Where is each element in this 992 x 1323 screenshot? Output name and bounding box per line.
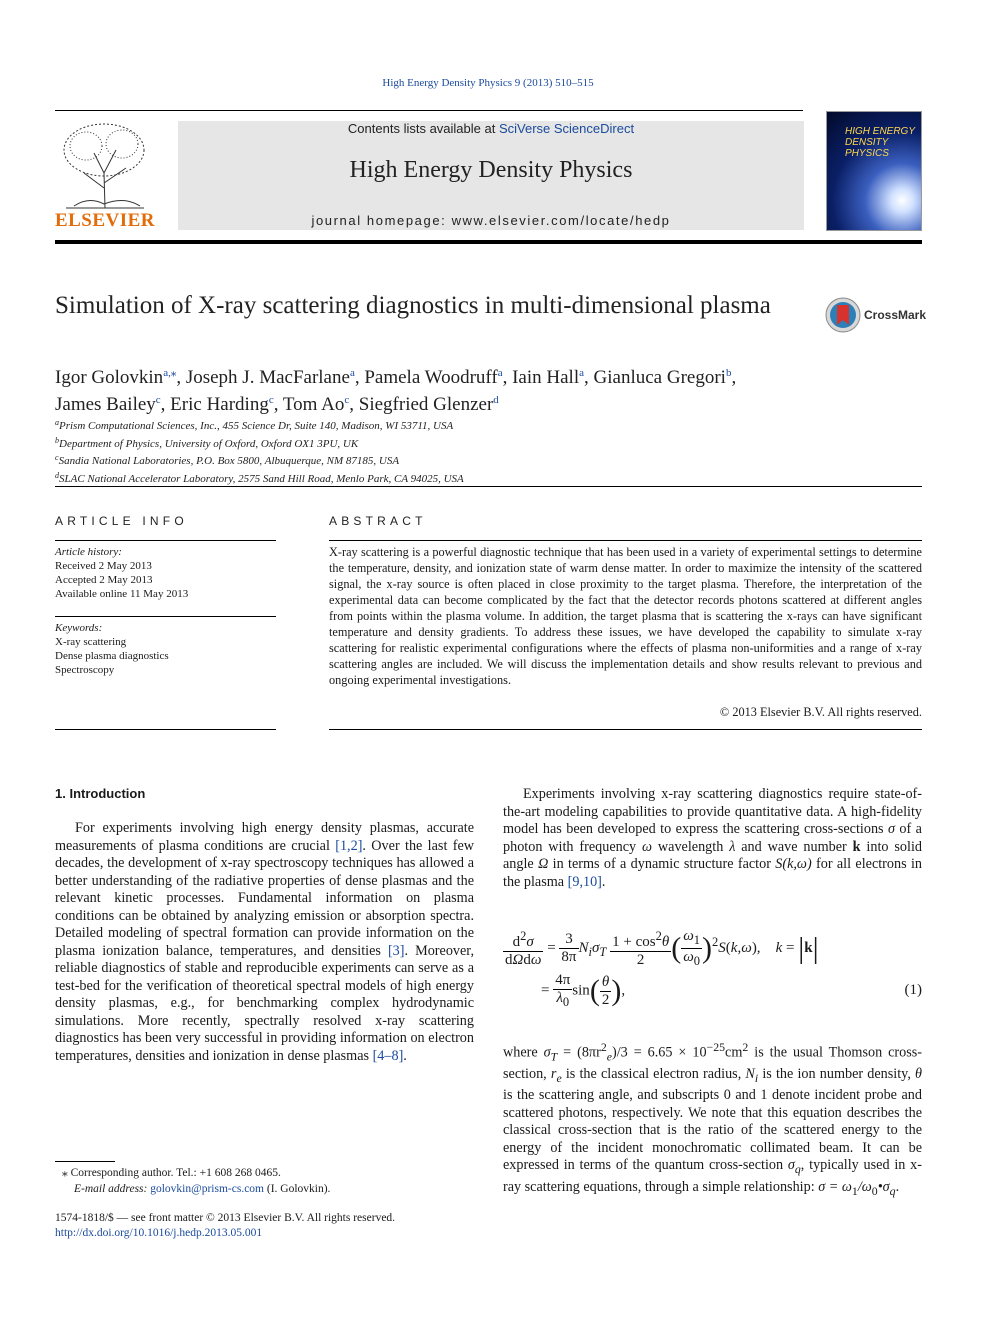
footnote-rule bbox=[55, 1161, 115, 1162]
author-name: Siegfried Glenzer bbox=[358, 394, 494, 415]
section-heading-introduction: 1. Introduction bbox=[55, 786, 146, 801]
equation-1 bbox=[503, 922, 922, 1014]
keyword: X-ray scattering bbox=[55, 636, 127, 648]
keywords bbox=[55, 621, 276, 677]
equation-row-1: $\frac{d^2\sigma}{\text{dΩdω}}$ = $\frac{3}{8\pi}$ $N_i\sigma_T$ $\frac{1 + \cos^2\theta}{2}$ ( $\frac{\omega_1}{\omega_0}$ )$^2$S(k,ω), k = |k| bbox=[505, 928, 819, 968]
email-link[interactable]: golovkin@prism-cs.com bbox=[150, 1183, 264, 1195]
author-separator: , bbox=[349, 394, 359, 415]
author-name: Pamela Woodruff bbox=[364, 367, 498, 388]
author-name: James Bailey bbox=[55, 394, 156, 415]
abstract-rule bbox=[329, 540, 922, 541]
keywords-label: Keywords: bbox=[55, 622, 103, 634]
journal-cover-image bbox=[826, 111, 922, 231]
abstract-bottom-rule bbox=[329, 729, 922, 730]
affiliation-key: c bbox=[55, 453, 59, 462]
citation-link[interactable]: [4–8] bbox=[372, 1047, 404, 1064]
citation-link[interactable]: [1,2] bbox=[335, 837, 363, 854]
body-paragraph: Experiments involving x-ray scattering diagnostics require state-of-the-art modeling capabilities to provide quantitative data. A high-fidelity model has been developed to express the scattering cross-sections σ of a photon with frequency ω wavelength λ and wave number k into solid angle Ω in terms of a dynamic structure factor S(k,ω) for all electrons in the plasma [9,10]. bbox=[503, 786, 922, 890]
issn-doi-block bbox=[55, 1211, 505, 1241]
affiliation-key: b bbox=[55, 435, 59, 445]
affiliation-item bbox=[55, 416, 755, 434]
abstract-text: X-ray scattering is a powerful diagnostic technique that has been used in a variety of experimental settings to determine the temperature, density, and ionization state of warm dense matter. In order to maximize the intensity of the scattered signal, the x-ray source is often placed in close proximity to the target plasma. Therefore, the interpretation of the experimental data can become complicated by the fact that the detector records photons scattered at different angles from points within the plasma volume. In addition, the target plasma that is scattering the x-rays can have significant temperature and density gradients. To address these issues, we have developed the capability to simulate x-ray scattering for realistic experimental configurations where the effects of plasma non-uniformities and a range of x-ray scattering angles are included. We will discuss the implementation details and show results relevant to previous and ongoing experimental investigations. bbox=[329, 545, 922, 687]
author-affiliation-mark[interactable]: a bbox=[349, 367, 355, 379]
author-name: Gianluca Gregori bbox=[593, 367, 726, 388]
intro-paragraph: For experiments involving high energy density plasmas, accurate measurements of plasma conditions are crucial [1,2]. Over the last few decades, the development of x-ray spectroscopy techniques has allowed a better understanding of the radiative properties of dense plasmas and the relevant kinetic processes. Fundamental information on plasma conditions can be obtained by analyzing emission or absorption spectra. Detailed modeling of spectral formation can provide information on the plasma ionization balance, temperatures, and densities [3]. Moreover, reliable diagnostics of stable and reproducible experiments can serve as a test-bed for the verification of theoretical spectral models of high energy density plasmas, e.g., for benchmarking complex hydrodynamic simulations. More recently, spectrally resolved x-ray scattering diagnostics has been very successful in providing information on electron temperatures, densities and ionization in dense plasmas [4–8]. bbox=[55, 820, 475, 1064]
affiliation-text: SLAC National Accelerator Laboratory, 2575 Sand Hill Road, Menlo Park, CA 94025, USA bbox=[59, 472, 464, 485]
journal-homepage[interactable]: journal homepage: www.elsevier.com/locate/hedp bbox=[311, 213, 671, 228]
author-separator: , bbox=[731, 367, 737, 388]
article-info-bottom-rule bbox=[55, 729, 276, 730]
history-label: Article history: bbox=[55, 546, 122, 558]
author-name: Igor Golovkin bbox=[55, 367, 164, 388]
doi-link[interactable]: http://dx.doi.org/10.1016/j.hedp.2013.05.001 bbox=[55, 1227, 263, 1239]
publisher-wordmark: ELSEVIER bbox=[54, 210, 156, 231]
affiliation-text: Sandia National Laboratories, P.O. Box 5800, Albuquerque, NM 87185, USA bbox=[58, 455, 400, 467]
history-online: Available online 11 May 2013 bbox=[55, 588, 189, 600]
author-affiliation-mark[interactable]: c bbox=[268, 394, 274, 406]
keyword: Spectroscopy bbox=[55, 664, 115, 676]
article-title: Simulation of X-ray scattering diagnostics in multi-dimensional plasma bbox=[55, 292, 771, 319]
affiliation-text: Department of Physics, University of Oxford, Oxford OX1 3PU, UK bbox=[59, 437, 359, 450]
affiliation-item bbox=[55, 434, 755, 452]
author-affiliation-mark[interactable]: c bbox=[344, 394, 350, 406]
copyright-notice: © 2013 Elsevier B.V. All rights reserved. bbox=[719, 705, 922, 719]
author-affiliation-mark[interactable]: a bbox=[579, 367, 585, 379]
author-affiliation-mark[interactable]: a, bbox=[163, 367, 171, 379]
issn-line: 1574-1818/$ — see front matter © 2013 Elsevier B.V. All rights reserved. bbox=[55, 1212, 396, 1224]
history-accepted: Accepted 2 May 2013 bbox=[55, 574, 153, 586]
author-affiliation-mark[interactable]: d bbox=[493, 394, 499, 406]
author-separator: , bbox=[502, 367, 513, 388]
crossmark-label: CrossMark bbox=[864, 308, 927, 322]
contents-line bbox=[178, 121, 804, 136]
author-name: Tom Ao bbox=[282, 394, 345, 415]
author-affiliation-mark[interactable]: c bbox=[155, 394, 161, 406]
author-separator: , bbox=[354, 367, 365, 388]
email-note: E-mail address: golovkin@prism-cs.com (I. Golovkin). bbox=[74, 1183, 331, 1195]
author-name: Joseph J. MacFarlane bbox=[185, 367, 350, 388]
affiliation-item bbox=[55, 469, 755, 487]
sciencedirect-link[interactable]: SciVerse ScienceDirect bbox=[498, 121, 635, 136]
author-list bbox=[55, 362, 875, 416]
footnotes bbox=[62, 1165, 482, 1197]
history-received: Received 2 May 2013 bbox=[55, 560, 152, 572]
crossmark-icon bbox=[824, 296, 862, 334]
keyword: Dense plasma diagnostics bbox=[55, 650, 169, 662]
author-separator: , bbox=[176, 367, 186, 388]
author-separator: , bbox=[273, 394, 283, 415]
header-thick-rule bbox=[55, 240, 922, 244]
elsevier-logo bbox=[54, 118, 156, 232]
author-name: Eric Harding bbox=[170, 394, 269, 415]
journal-title: High Energy Density Physics bbox=[349, 157, 633, 183]
contents-prefix: Contents lists available at bbox=[347, 121, 499, 136]
corresponding-author-mark[interactable]: ⁎ bbox=[170, 367, 177, 379]
citation-link[interactable]: [3] bbox=[387, 942, 405, 959]
crossmark-badge[interactable] bbox=[824, 296, 927, 336]
author-affiliation-mark[interactable]: b bbox=[725, 367, 732, 379]
author-separator: , bbox=[160, 394, 171, 415]
email-label: E-mail address: bbox=[74, 1183, 151, 1195]
elsevier-tree-icon bbox=[54, 118, 156, 210]
citation-link[interactable]: [9,10] bbox=[567, 873, 602, 890]
author-separator: , bbox=[584, 367, 594, 388]
article-history bbox=[55, 545, 276, 601]
equation-row-2: = $\frac{4\pi}{\lambda_0}$ sin( $\frac{\theta}{2}$ ), bbox=[541, 972, 626, 1009]
cover-title: HIGH ENERGY DENSITY PHYSICS bbox=[845, 126, 915, 159]
article-info-heading: ARTICLE INFO bbox=[55, 514, 188, 528]
corresponding-author-note: ⁎ Corresponding author. Tel.: +1 608 268 0465. bbox=[62, 1167, 281, 1179]
author-affiliation-mark[interactable]: a bbox=[497, 367, 503, 379]
affiliation-key: d bbox=[55, 470, 59, 480]
body-paragraph: where $\sigma_T = (8\pi r^2_e)/3 = 6.65 \times 10^{-25}cm^2$ is the usual Thomson cross-section, $r_e$ is the classical electron radius, $N_i$ is the ion number density, θ is the scattering angle, and subscripts 0 and 1 denote incident probe and scattered photons, respectively. We note that this equation describes the classical cross-section that is the ratio of the scattered energy to the energy of the incident monochromatic collimated beam. It can be expressed in terms of the quantum cross-section $\sigma_q$, typically used in x-ray scattering equations, through a simple relationship: $\sigma = \omega_1/\omega_0•\sigma_q$. bbox=[503, 1040, 923, 1198]
affiliation-key: a bbox=[55, 418, 59, 427]
equation-number: (1) bbox=[904, 982, 922, 998]
keywords-rule bbox=[55, 616, 276, 617]
journal-reference[interactable]: High Energy Density Physics 9 (2013) 510–515 bbox=[382, 77, 594, 89]
affiliation-item bbox=[55, 451, 755, 469]
affiliation-text: Prism Computational Sciences, Inc., 455 Science Dr, Suite 140, Madison, WI 53711, USA bbox=[59, 420, 454, 432]
header-rule bbox=[55, 110, 803, 111]
author-name: Iain Hall bbox=[512, 367, 580, 388]
article-info-rule bbox=[55, 540, 276, 541]
affiliation-rule bbox=[55, 486, 922, 487]
abstract-heading: ABSTRACT bbox=[329, 514, 427, 528]
affiliation-list bbox=[55, 416, 755, 486]
